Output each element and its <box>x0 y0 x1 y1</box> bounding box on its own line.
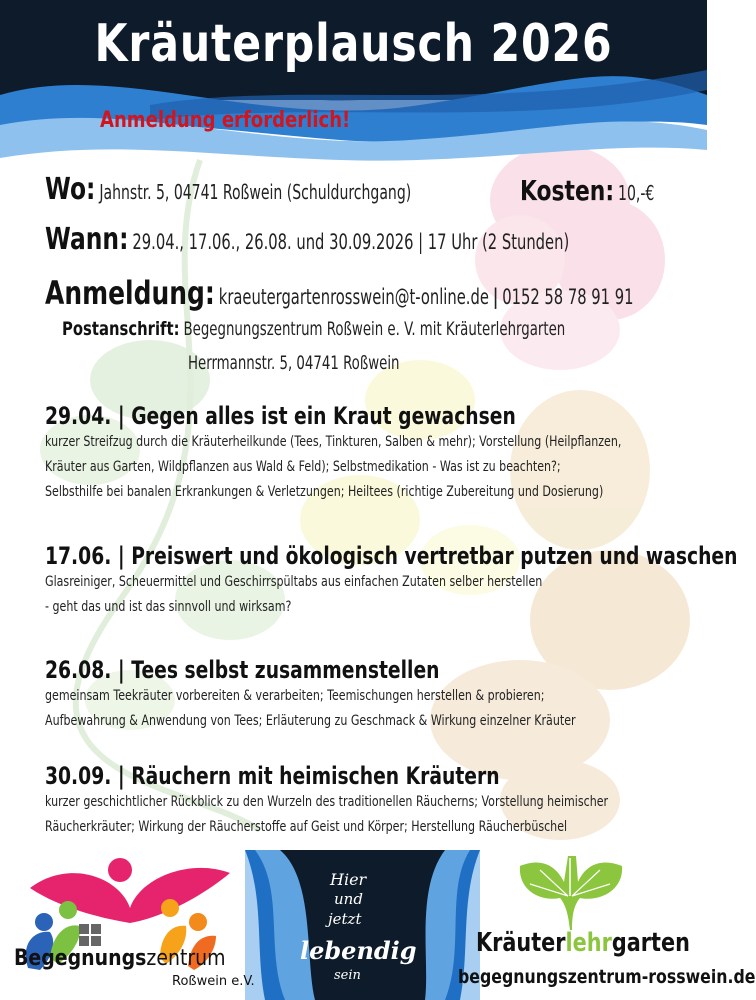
event-1 <box>45 402 724 505</box>
event-title: 29.04. | Gegen alles ist ein Kraut gewachsen <box>45 402 516 430</box>
event-title: 17.06. | Preiswert und ökologisch vertretbar putzen und waschen <box>45 542 738 570</box>
registration-label: Anmeldung: <box>45 274 215 312</box>
event-line: Glasreiniger, Scheuermittel und Geschirrspültabs aus einfachen Zutaten selber herstellen <box>45 574 543 590</box>
event-line: kurzer Streifzug durch die Kräuterheilkunde (Tees, Tinkturen, Salben & mehr); Vorstellung (Heilpflanzen, <box>45 434 622 450</box>
cost-value: 10,-€ <box>618 181 655 205</box>
begegnungszentrum-city: Roßwein e.V. <box>172 974 255 989</box>
slogan-und: und <box>334 890 363 908</box>
kg-part2: lehr <box>565 928 612 958</box>
page-title: Kräuterplausch 2026 <box>94 14 613 74</box>
bz-bold: Begegnungs <box>14 946 147 971</box>
ginkgo-leaf-icon <box>510 852 630 932</box>
event-title: 30.09. | Räuchern mit heimischen Kräutern <box>45 762 500 790</box>
event-line: - geht das und ist das sinnvoll und wirksam? <box>45 599 292 615</box>
slogan-jetzt: jetzt <box>328 910 362 928</box>
event-line: gemeinsam Teekräuter vorbereiten & verarbeiten; Teemischungen herstellen & probieren; <box>45 688 545 704</box>
postal-line-2: Herrmannstr. 5, 04741 Roßwein <box>188 352 400 374</box>
event-line: Selbsthilfe bei banalen Erkrankungen & Verletzungen; Heiltees (richtige Zubereitung und Dosierung) <box>45 484 604 500</box>
event-3 <box>45 656 724 734</box>
website-url[interactable]: begegnungszentrum-rosswein.de <box>458 966 756 988</box>
location-value: Jahnstr. 5, 04741 Roßwein (Schuldurchgang) <box>99 180 412 204</box>
event-line: kurzer geschichtlicher Rückblick zu den Wurzeln des traditionellen Räucherns; Vorstellung heimischer <box>45 794 609 810</box>
event-line: Aufbewahrung & Anwendung von Tees; Erläuterung zu Geschmack & Wirkung einzelner Kräuter <box>45 713 576 729</box>
location-row <box>45 172 411 207</box>
date-value: 29.04., 17.06., 26.08. und 30.09.2026 | 17 Uhr (2 Stunden) <box>132 230 570 254</box>
kraeuterlehrgarten-wordmark <box>476 928 690 958</box>
location-label: Wo: <box>45 172 96 207</box>
date-row <box>45 222 569 257</box>
event-line: Räucherkräuter; Wirkung der Räucherstoffe auf Geist und Körper; Herstellung Räucherbüschel <box>45 819 568 835</box>
registration-row <box>45 274 633 312</box>
kg-part3: garten <box>611 928 690 958</box>
cost-label: Kosten: <box>520 174 615 207</box>
postal-address-row <box>62 318 565 340</box>
kg-part1: Kräuter <box>476 928 566 958</box>
postal-line-1: Begegnungszentrum Roßwein e. V. mit Kräuterlehrgarten <box>183 318 566 340</box>
event-title: 26.08. | Tees selbst zusammenstellen <box>45 656 440 684</box>
registration-email[interactable]: kraeutergartenrosswein@t-online.de <box>218 285 489 309</box>
event-4 <box>45 762 724 840</box>
begegnungszentrum-wordmark <box>14 946 226 971</box>
postal-label: Postanschrift: <box>62 318 180 340</box>
registration-required-notice: Anmeldung erforderlich! <box>100 108 351 133</box>
cost-row <box>520 174 654 207</box>
registration-separator: | <box>492 285 499 309</box>
bz-rest: zentrum <box>146 946 226 971</box>
registration-phone[interactable]: 0152 58 78 91 91 <box>502 285 634 309</box>
date-label: Wann: <box>45 222 129 257</box>
event-2 <box>45 542 738 620</box>
slogan-sein: sein <box>334 968 361 983</box>
postal-address-row-2 <box>188 352 400 374</box>
slogan-lebendig: lebendig <box>300 936 417 965</box>
slogan-hier: Hier <box>330 870 367 889</box>
event-line: Kräuter aus Garten, Wildpflanzen aus Wald & Feld); Selbstmedikation - Was ist zu beachten?; <box>45 459 561 475</box>
